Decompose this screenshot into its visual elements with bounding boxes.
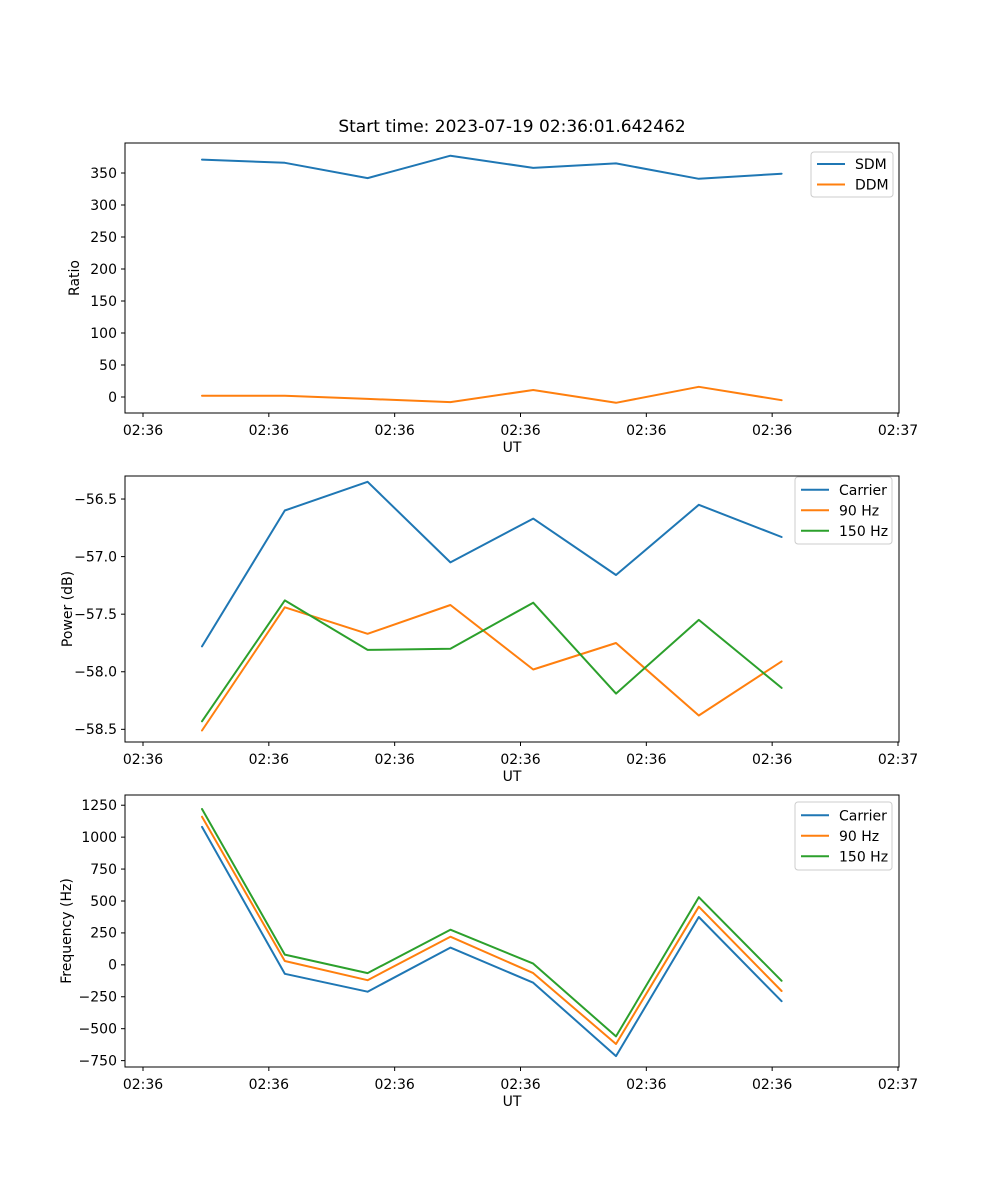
legend-label: DDM <box>855 177 889 194</box>
x-tick-label: 02:36 <box>751 752 793 768</box>
power-plot <box>60 476 918 785</box>
y-tick-label: 200 <box>90 261 117 278</box>
y-tick-label: 0 <box>108 389 117 406</box>
legend <box>795 477 892 544</box>
y-axis-label: Ratio <box>67 260 83 296</box>
x-tick-label: 02:36 <box>374 423 415 439</box>
legend <box>795 802 892 870</box>
x-tick-label: 02:36 <box>751 1077 793 1093</box>
x-tick-label: 02:36 <box>751 423 793 439</box>
y-tick-label: 350 <box>90 165 117 182</box>
y-tick-label: 50 <box>99 357 117 374</box>
x-tick-label: 02:36 <box>122 423 164 439</box>
legend-label: 90 Hz <box>839 503 880 520</box>
x-axis-label: UT <box>502 769 522 785</box>
frequency-plot <box>59 795 918 1110</box>
x-tick-label: 02:36 <box>500 1077 541 1093</box>
y-tick-label: −56.5 <box>74 491 117 508</box>
y-axis-label: Frequency (Hz) <box>59 878 75 984</box>
legend-label: 150 Hz <box>839 849 889 866</box>
x-axis-label: UT <box>502 440 522 456</box>
y-tick-label: 300 <box>90 197 117 214</box>
x-tick-label: 02:36 <box>626 752 667 768</box>
legend-label: SDM <box>855 157 887 173</box>
y-tick-label: −500 <box>78 1021 117 1038</box>
y-tick-label: 750 <box>90 861 117 878</box>
legend-label: Carrier <box>839 808 887 825</box>
y-tick-label: −58.5 <box>74 722 117 739</box>
y-tick-label: −57.0 <box>74 549 117 566</box>
x-tick-label: 02:36 <box>626 1077 667 1093</box>
y-tick-label: 100 <box>90 325 117 342</box>
x-tick-label: 02:36 <box>248 423 290 439</box>
axes-spine <box>125 795 899 1067</box>
axes-spine <box>125 143 899 413</box>
x-tick-label: 02:37 <box>877 752 919 768</box>
x-tick-label: 02:37 <box>877 423 919 439</box>
legend-label: 90 Hz <box>839 828 880 845</box>
x-tick-label: 02:36 <box>374 752 415 768</box>
y-axis-label: Power (dB) <box>60 570 76 648</box>
y-tick-label: 1250 <box>81 797 117 814</box>
ratio-plot <box>67 143 918 456</box>
y-tick-label: −57.5 <box>74 606 117 623</box>
y-tick-label: −58.0 <box>74 664 117 681</box>
legend-label: Carrier <box>839 482 887 499</box>
x-axis-label: UT <box>502 1094 522 1110</box>
x-tick-label: 02:36 <box>122 752 164 768</box>
x-tick-label: 02:36 <box>122 1077 164 1093</box>
figure-title: Start time: 2023-07-19 02:36:01.642462 <box>338 117 686 137</box>
legend-label: 150 Hz <box>839 523 889 540</box>
y-tick-label: 1000 <box>81 829 117 846</box>
y-tick-label: −750 <box>78 1053 117 1070</box>
y-tick-label: −250 <box>78 989 117 1006</box>
x-tick-label: 02:36 <box>374 1077 415 1093</box>
x-tick-label: 02:36 <box>248 752 290 768</box>
y-tick-label: 150 <box>90 293 117 310</box>
y-tick-label: 250 <box>90 229 117 246</box>
x-tick-label: 02:36 <box>248 1077 290 1093</box>
y-tick-label: 250 <box>90 925 117 942</box>
y-tick-label: 500 <box>90 893 117 910</box>
x-tick-label: 02:36 <box>500 752 541 768</box>
y-tick-label: 0 <box>108 957 117 974</box>
axes-spine <box>125 476 899 742</box>
x-tick-label: 02:37 <box>877 1077 919 1093</box>
legend <box>811 152 893 197</box>
x-tick-label: 02:36 <box>626 423 667 439</box>
x-tick-label: 02:36 <box>500 423 541 439</box>
